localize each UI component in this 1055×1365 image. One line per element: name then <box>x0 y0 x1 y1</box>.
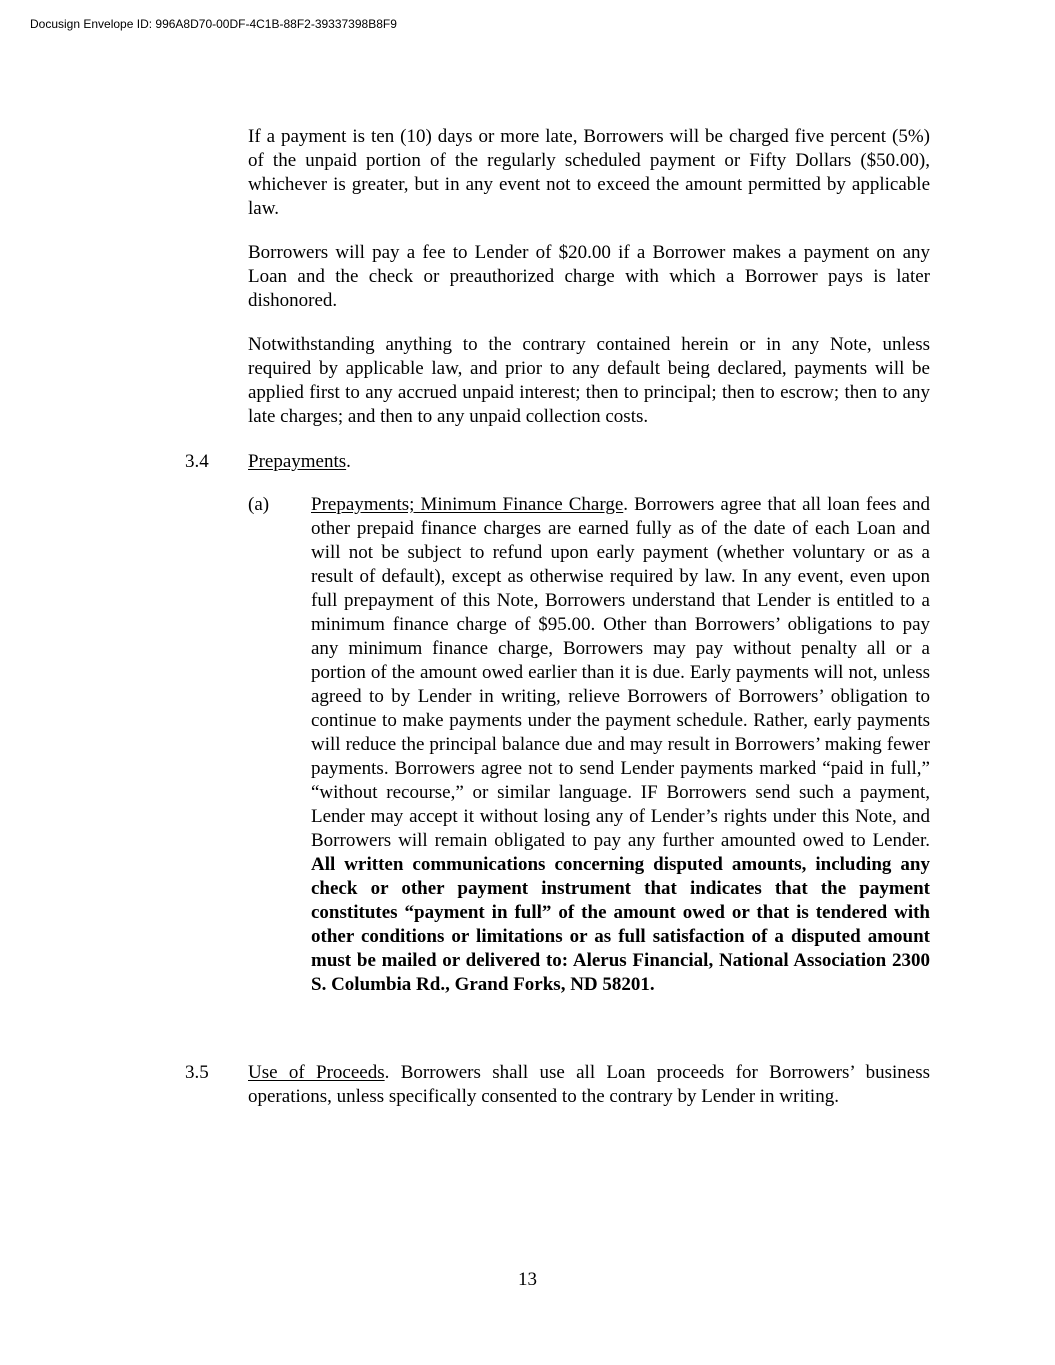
payment-application-paragraph: Notwithstanding anything to the contrary contained herein or in any Note, unless required by applicable law, and prior to any default being declared, payments will be applied first to any accrued unpaid interest; then to principal; then to escrow; then to any late charges; and then to any unpaid collection costs. <box>248 334 930 427</box>
section-3-5-paragraph <box>248 1061 930 1109</box>
section-3-5-title: Use of Proceeds <box>248 1062 385 1083</box>
section-3-4-title-suffix: . <box>346 451 351 472</box>
section-3-4-number: 3.4 <box>185 451 209 472</box>
subsection-a-body: Borrowers agree that all loan fees and other prepaid finance charges are earned fully as of the date of each Loan and will not be subject to refund upon early payment (whether voluntary or as a result of default), except as otherwise required by law. In any event, even upon full prepayment of this Note, Borrowers understand that Lender is entitled to a minimum finance charge of $95.00. Other than Borrowers’ obligations to pay any minimum finance charge, Borrowers may pay without penalty all or a portion of the amount owed earlier than it is due. Early payments will not, unless agreed to by Lender in writing, relieve Borrowers of Borrowers’ obligation to continue to make payments under the payment schedule. Rather, early payments will reduce the principal balance due and may result in Borrowers’ making fewer payments. Borrowers agree not to send Lender payments marked “paid in full,” “without recourse,” or similar language. IF Borrowers send such a payment, Lender may accept it without losing any of Lender’s rights under this Note, and Borrowers will remain obligated to pay any further amounted owed to Lender. <box>311 494 930 851</box>
section-3-4-title: Prepayments <box>248 451 347 472</box>
section-3-4-heading <box>248 450 351 474</box>
subsection-a-label: (a) <box>248 494 270 515</box>
late-payment-paragraph: If a payment is ten (10) days or more late, Borrowers will be charged five percent (5%) of the unpaid portion of the regularly scheduled payment or Fifty Dollars ($50.00), whichever is greater, but in any event not to exceed the amount permitted by applicable law. <box>248 126 930 219</box>
subsection-a-heading: Prepayments; Minimum Finance Charge <box>311 494 624 515</box>
dishonored-payment-paragraph: Borrowers will pay a fee to Lender of $20.00 if a Borrower makes a payment on any Loan and the check or preauthorized charge with which a Borrower pays is later dishonored. <box>248 242 930 311</box>
disputed-amounts-notice: All written communications concerning disputed amounts, including any check or other payment instrument that indicates that the payment constitutes “payment in full” of the amount owed or that is tendered with other conditions or limitations or as full satisfaction of a disputed amount must be mailed or delivered to: Alerus Financial, National Association 2300 S. Columbia Rd., Grand Forks, ND 58201. <box>311 854 930 995</box>
section-3-5-number: 3.5 <box>185 1062 209 1083</box>
subsection-a-heading-suffix: . <box>623 494 629 515</box>
section-3-5-body: . Borrowers shall use all Loan proceeds for Borrowers’ business operations, unless specifically consented to the contrary by Lender in writing. <box>248 1062 930 1107</box>
docusign-envelope-id: Docusign Envelope ID: 996A8D70-00DF-4C1B-88F2-39337398B8F9 <box>30 17 397 31</box>
subsection-a-paragraph <box>311 493 930 997</box>
page-number: 13 <box>518 1269 537 1290</box>
